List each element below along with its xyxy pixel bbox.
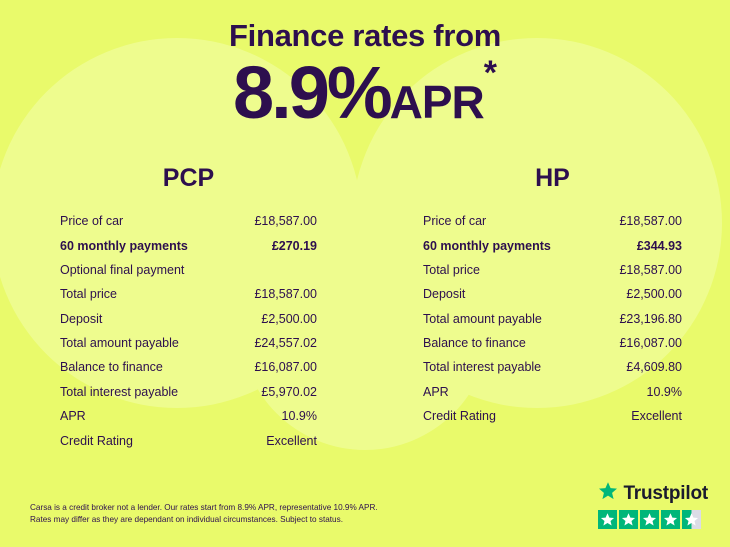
trustpilot-rating (598, 481, 708, 529)
row-label: 60 monthly payments (423, 238, 551, 253)
row-value: £270.19 (271, 238, 317, 253)
row-label: Price of car (423, 214, 487, 229)
table-row (423, 380, 682, 404)
table-row (60, 331, 317, 355)
row-value: Excellent (631, 409, 682, 424)
row-value: £18,587.00 (254, 214, 317, 229)
star-icon (661, 510, 680, 529)
row-label: Total interest payable (60, 384, 179, 399)
table-row (60, 307, 317, 331)
row-label: Balance to finance (423, 336, 526, 351)
star-icon (640, 510, 659, 529)
row-label: Credit Rating (60, 433, 133, 448)
row-value: £23,196.80 (619, 311, 682, 326)
trustpilot-name: Trustpilot (623, 482, 708, 504)
row-label: Credit Rating (423, 409, 496, 424)
table-row (60, 404, 317, 428)
disclaimer-line-1: Carsa is a credit broker not a lender. Our rates start from 8.9% APR, representative 10.9% APR. (30, 502, 378, 512)
row-label: Total amount payable (423, 311, 542, 326)
star-icon (598, 510, 617, 529)
row-label: Total price (60, 287, 117, 302)
row-value: £344.93 (636, 238, 682, 253)
row-value: £2,500.00 (261, 311, 317, 326)
table-row (423, 355, 682, 379)
disclaimer-text (30, 502, 378, 527)
trustpilot-star-icon (598, 481, 618, 506)
table-row (423, 258, 682, 282)
table-row (60, 258, 317, 282)
row-value: £16,087.00 (254, 360, 317, 375)
table-row (423, 331, 682, 355)
row-label: Deposit (60, 311, 103, 326)
row-value: 10.9% (281, 409, 317, 424)
row-label: Total price (423, 262, 480, 277)
row-value: £5,970.02 (261, 384, 317, 399)
comparison-columns (0, 164, 730, 453)
row-value: £24,557.02 (254, 336, 317, 351)
table-row (60, 428, 317, 452)
row-label: Total amount payable (60, 336, 179, 351)
star-icon (619, 510, 638, 529)
footer (0, 482, 730, 547)
table-row (423, 282, 682, 306)
row-label: APR (423, 384, 449, 399)
row-label: Price of car (60, 214, 124, 229)
row-value: £18,587.00 (254, 287, 317, 302)
row-label: Optional final payment (60, 262, 185, 277)
row-label: Total interest payable (423, 360, 542, 375)
rate-line (0, 51, 730, 134)
trustpilot-stars (598, 510, 708, 529)
column-pcp-title: PCP (162, 164, 215, 192)
rate-asterisk: * (483, 54, 498, 92)
table-row (423, 233, 682, 257)
row-value: £18,587.00 (619, 262, 682, 277)
row-label: Balance to finance (60, 360, 163, 375)
star-half-icon (682, 510, 701, 529)
table-row (60, 233, 317, 257)
row-label: Deposit (423, 287, 466, 302)
column-pcp (0, 164, 365, 453)
row-value: £18,587.00 (619, 214, 682, 229)
row-value: £16,087.00 (619, 336, 682, 351)
row-value: 10.9% (646, 384, 682, 399)
row-value: Excellent (266, 433, 317, 448)
table-row (423, 404, 682, 428)
column-hp (365, 164, 730, 453)
column-hp-title: HP (535, 164, 570, 192)
rate-percentage: 8.9% (232, 51, 390, 134)
headline: Finance rates from (229, 18, 501, 53)
row-label: APR (60, 409, 86, 424)
table-row (423, 307, 682, 331)
row-value: £2,500.00 (626, 287, 682, 302)
table-row (423, 209, 682, 233)
table-row (60, 209, 317, 233)
row-value: £4,609.80 (626, 360, 682, 375)
disclaimer-line-2: Rates may differ as they are dependant on individual circumstances. Subject to status. (30, 515, 343, 525)
trustpilot-logo (598, 481, 708, 506)
table-row (60, 282, 317, 306)
rate-apr-label: APR (389, 76, 484, 128)
table-row (60, 355, 317, 379)
row-label: 60 monthly payments (60, 238, 188, 253)
table-row (60, 380, 317, 404)
